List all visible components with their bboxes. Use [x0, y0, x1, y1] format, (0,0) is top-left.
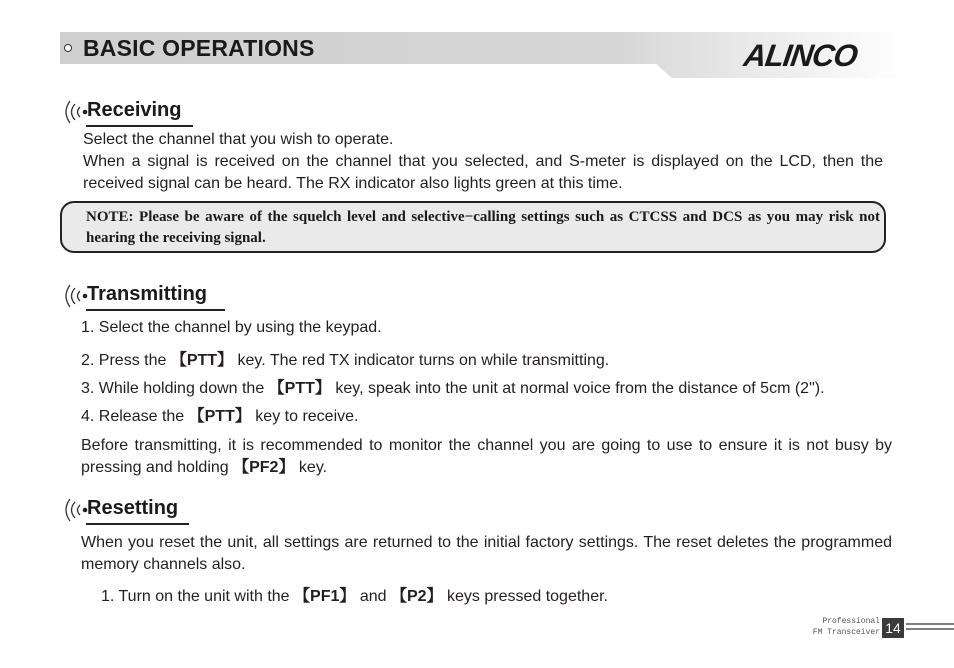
step-text: 4. Release the — [81, 408, 189, 425]
step-text: 3. While holding down the — [81, 380, 269, 397]
step-text: and — [355, 588, 391, 605]
alinco-logo: ALINCO — [741, 38, 860, 73]
pf2-key-label: 【PF2】 — [233, 458, 295, 476]
step-text: key to receive. — [250, 408, 359, 425]
signal-waves-icon — [60, 495, 88, 525]
heading-underline — [86, 309, 225, 311]
receiving-line-1: Select the channel that you wish to operate. — [83, 131, 394, 148]
section-title: Receiving — [87, 99, 182, 121]
footer-rule-lines — [906, 622, 954, 632]
signal-waves-icon — [60, 281, 88, 311]
resetting-paragraph: When you reset the unit, all settings are returned to the initial factory settings. The reset deletes the programmed memory channels also. — [81, 534, 892, 573]
bullet-icon — [64, 44, 72, 52]
advice-text: Before transmitting, it is recommended to monitor the channel you are going to use to ensure it is not busy by pressing and holding — [81, 437, 892, 476]
section-title: Transmitting — [87, 283, 208, 305]
heading-underline — [86, 523, 189, 525]
reset-step-1 — [101, 583, 608, 606]
advice-text: key. — [294, 458, 328, 476]
signal-waves-icon — [60, 97, 88, 127]
p2-key-label: 【P2】 — [390, 588, 443, 605]
transmit-step-4 — [81, 403, 358, 426]
transmit-step-1 — [81, 319, 382, 337]
footer-line-2: FM Transceiver — [812, 628, 880, 637]
note-text: NOTE: Please be aware of the squelch level and selective−calling settings such as CTCSS and DCS as you may risk not hearing the receiving signal. — [86, 209, 880, 246]
step-text: key, speak into the unit at normal voice from the distance of 5cm (2"). — [330, 380, 825, 397]
ptt-key-label: 【PTT】 — [170, 352, 234, 369]
ptt-key-label: 【PTT】 — [188, 408, 251, 425]
footer-line-1: Professional — [822, 617, 880, 626]
transmit-advice — [81, 435, 892, 478]
receiving-line-2: When a signal is received on the channel that you selected, and S-meter is displayed on the LCD, then the received signal can be heard. The RX indicator also lights green at this time. — [83, 153, 883, 192]
ptt-key-label: 【PTT】 — [268, 380, 331, 397]
page-title: BASIC OPERATIONS — [83, 35, 315, 61]
pf1-key-label: 【PF1】 — [294, 588, 356, 605]
step-text: 1. Select the channel by using the keypad. — [81, 319, 382, 336]
section-title: Resetting — [87, 497, 179, 519]
heading-underline — [86, 125, 193, 127]
transmit-step-2 — [81, 347, 609, 370]
step-text: keys pressed together. — [442, 588, 608, 605]
step-text: 1. Turn on the unit with the — [101, 588, 295, 605]
transmit-step-3 — [81, 375, 825, 398]
step-text: 2. Press the — [81, 352, 171, 369]
page-number: 14 — [882, 618, 904, 638]
step-text: key. The red TX indicator turns on while transmitting. — [233, 352, 610, 369]
